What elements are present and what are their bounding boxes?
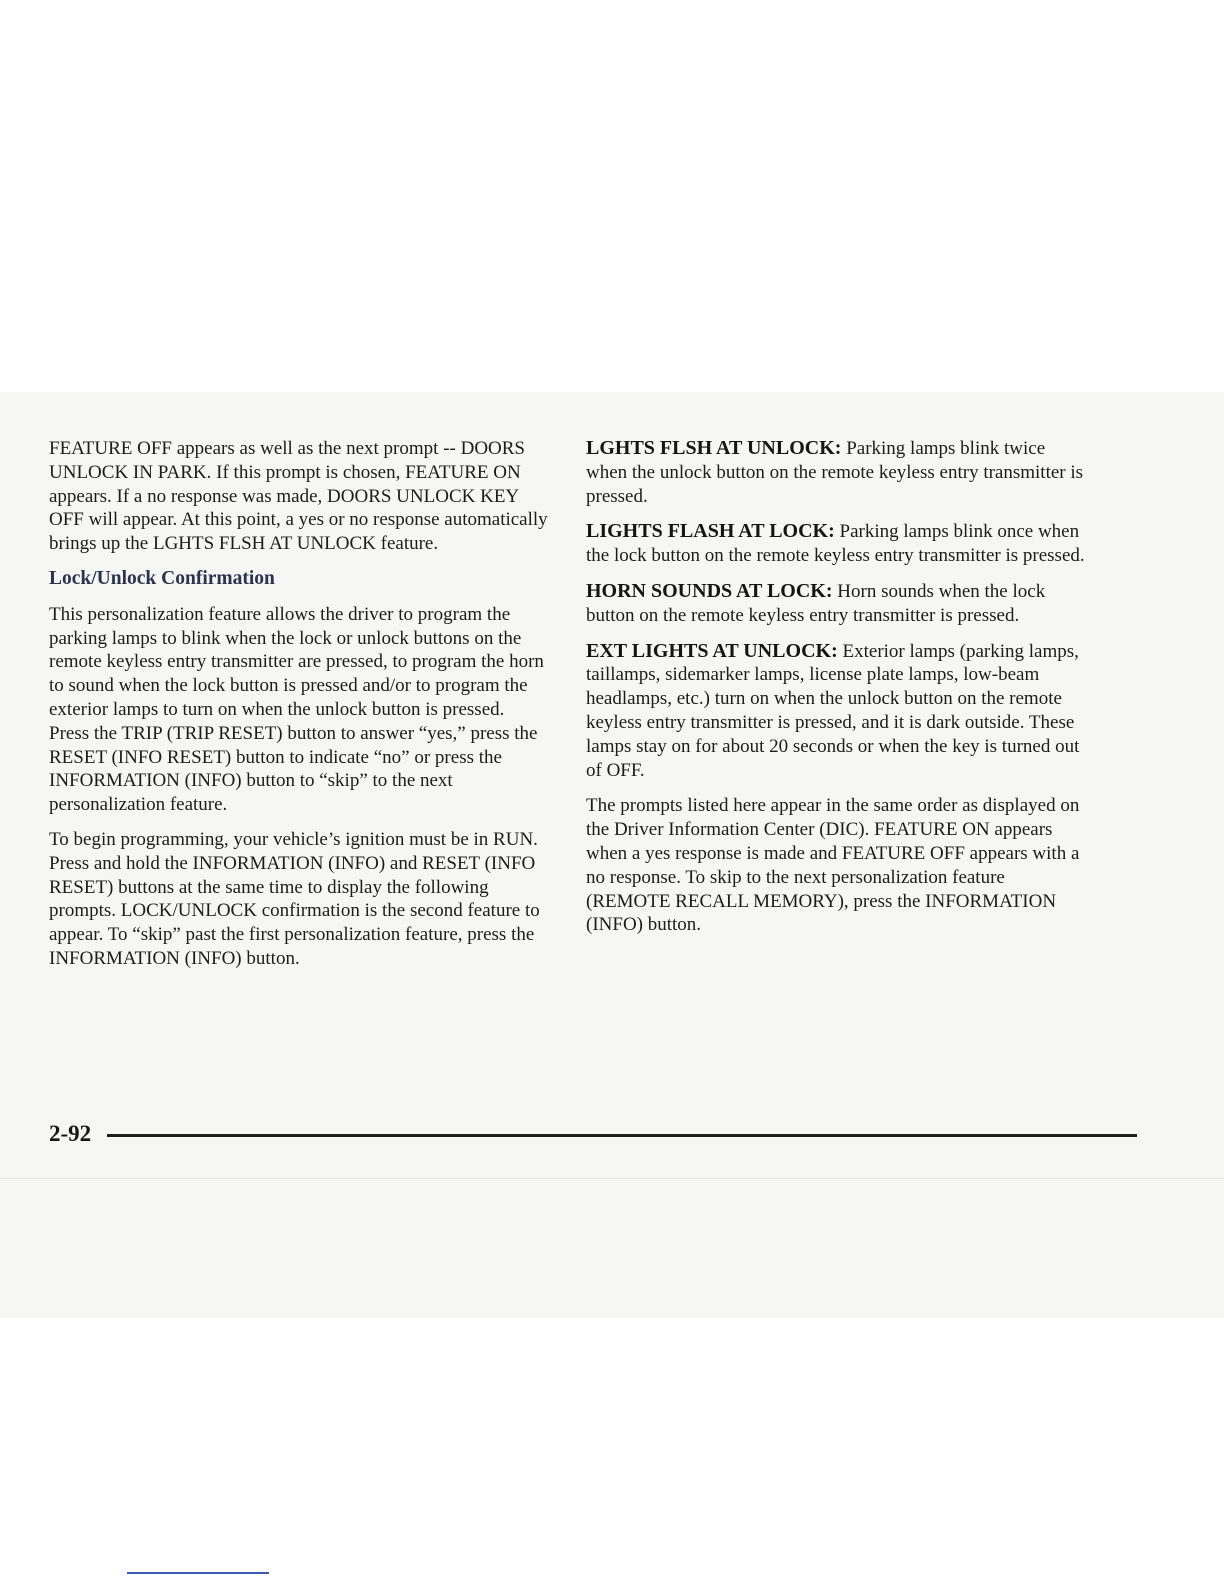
feature-item-horn-sounds-lock [586,580,1086,628]
closing-paragraph: The prompts listed here appear in the same order as displayed on the Driver Information Center (DIC). FEATURE ON appears when a yes response is made and FEATURE OFF appears with a no response. To skip to the next personalization feature (REMOTE RECALL MEMORY), press the INFORMATION (INFO) button. [586,795,1080,936]
left-column [49,437,549,982]
feature-term: EXT LIGHTS AT UNLOCK: [586,639,838,662]
right-column [586,437,1086,949]
page-footer [49,1119,1089,1153]
feature-description: Parking lamps blink twice when the unlock button on the remote keyless entry transmitter is pressed. [586,438,1084,507]
feature-description: Horn sounds when the lock button on the remote keyless entry transmitter is pressed. [586,580,1046,626]
body-paragraph-2: To begin programming, your vehicle’s ignition must be in RUN. Press and hold the INFORMATION (INFO) and RESET (INFO RESET) buttons at the same time to display the following prompts. LOCK/UNLOCK confirmation is the second feature to appear. To “skip” past the first personalization feature, press the INFORMATION (INFO) button. [49,828,540,969]
feature-term: LIGHTS FLASH AT LOCK: [586,520,835,543]
scan-edge-line [0,1178,1224,1179]
link-underline [127,1572,269,1574]
feature-term: LGHTS FLSH AT UNLOCK: [586,437,842,459]
footer-divider [107,1134,1137,1137]
feature-term: HORN SOUNDS AT LOCK: [586,579,833,602]
page-number: 2-92 [49,1121,92,1146]
feature-item-lights-flash-lock [586,520,1086,568]
feature-description: Parking lamps blink once when the lock button on the remote keyless entry transmitter is pressed. [586,521,1085,567]
intro-paragraph: FEATURE OFF appears as well as the next prompt -- DOORS UNLOCK IN PARK. If this prompt is chosen, FEATURE ON appears. If a no response was made, DOORS UNLOCK KEY OFF will appear. At this point, a yes or no response automatically brings up the LGHTS FLSH AT UNLOCK feature. [49,438,548,555]
body-paragraph-1: This personalization feature allows the driver to program the parking lamps to blink when the lock or unlock buttons on the remote keyless entry transmitter are pressed, to program the horn to sound when the lock button is pressed and/or to program the exterior lamps to turn on when the unlock button is pressed. Press the TRIP (TRIP RESET) button to answer “yes,” press the RESET (INFO RESET) button to indicate “no” or press the INFORMATION (INFO) button to “skip” to the next personalization feature. [49,603,544,816]
section-heading: Lock/Unlock Confirmation [49,567,275,589]
feature-item-ext-lights-unlock [586,640,1086,783]
feature-item-lghts-flsh-unlock [586,437,1086,508]
feature-description: Exterior lamps (parking lamps, taillamps, sidemarker lamps, license plate lamps, low-beam headlamps, etc.) turn on when the unlock button on the remote keyless entry transmitter is pressed, and it is dark outside. These lamps stay on for about 20 seconds or when the key is turned out of OFF. [586,640,1080,781]
